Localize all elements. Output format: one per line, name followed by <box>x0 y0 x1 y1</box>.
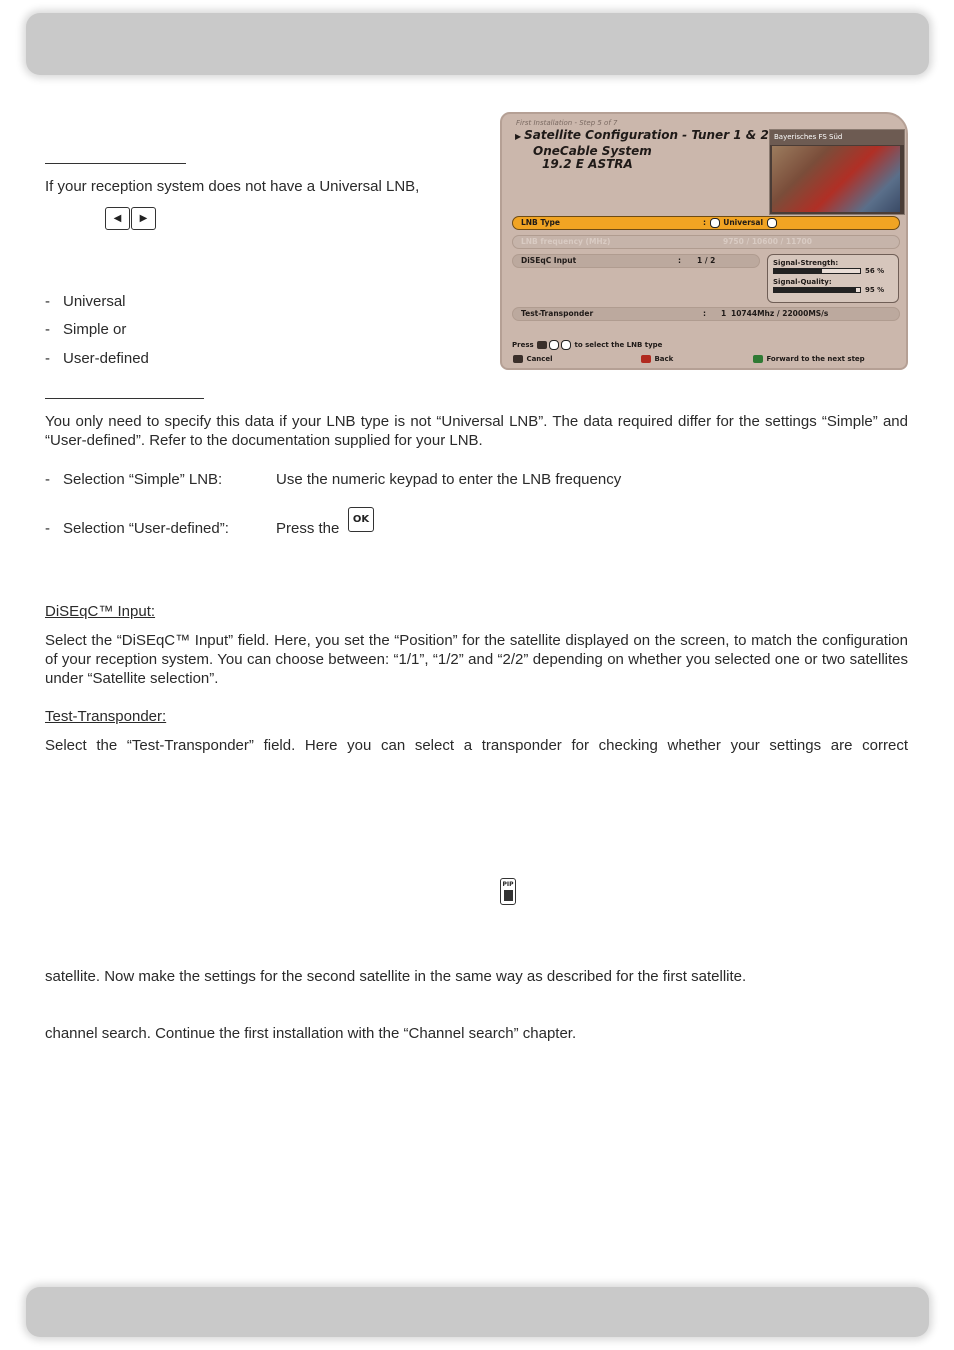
cancel-label: Cancel <box>526 355 553 363</box>
list-dash: - <box>45 520 50 537</box>
tail-text-2: channel search. Continue the first installation with the “Channel search” chapter. <box>45 1025 577 1042</box>
tv-help-line <box>512 340 662 350</box>
left-key-icon <box>710 218 720 228</box>
diseqc-paragraph: Select the “DiSEqC™ Input” field. Here, you set the “Position” for the satellite displayed on the screen, to match the configuration of your reception system. You can choose between: “1/1”, “1/2” and “2/2” depending on whether you selected one or two satellites under “Satellite selection”. <box>45 632 908 687</box>
selection-user-text: Press the <box>276 520 340 537</box>
diseqc-value: 1 / 2 <box>697 256 716 265</box>
right-key-icon <box>767 218 777 228</box>
section-heading-rule <box>45 163 186 164</box>
forward-hint <box>752 355 865 363</box>
lnb-frequency-value: 9750 / 10600 / 11700 <box>723 237 812 246</box>
selection-simple-text: Use the numeric keypad to enter the LNB frequency <box>276 471 622 488</box>
forward-label: Forward to the next step <box>766 355 865 363</box>
list-dash: - <box>45 471 50 488</box>
selection-simple-label: Selection “Simple” LNB: <box>63 471 223 488</box>
test-transponder-heading: Test-Transponder: <box>45 708 167 725</box>
test-transponder-number: 1 <box>721 309 727 318</box>
signal-quality-fill <box>774 288 856 292</box>
left-key-icon <box>549 340 559 350</box>
list-item: User-defined <box>63 350 149 367</box>
lnb-type-row <box>512 216 900 230</box>
tv-system-name: OneCable System <box>533 144 652 158</box>
selection-user-label: Selection “User-defined”: <box>63 520 229 537</box>
tv-title-text: Satellite Configuration - Tuner 1 & 2 <box>524 128 769 142</box>
lnb-frequency-paragraph: You only need to specify this data if your LNB type is not “Universal LNB”. The data required differ for the settings “Simple” and “User-defined”. Refer to the documentation supplied for your LNB. <box>45 413 908 449</box>
tv-screenshot <box>500 112 908 370</box>
tv-channel-name: Bayerisches FS Süd <box>770 130 904 145</box>
list-dash: - <box>45 321 50 338</box>
lnb-type-label: LNB Type <box>521 218 560 227</box>
signal-panel <box>767 254 899 303</box>
signal-strength-bar <box>773 268 861 274</box>
pip-key-icon <box>500 878 516 905</box>
list-dash: - <box>45 350 50 367</box>
tail-text-1: satellite. Now make the settings for the second satellite in the same way as described for the first satellite. <box>45 968 747 985</box>
green-key-icon <box>753 355 763 363</box>
diseqc-row <box>512 254 760 268</box>
signal-strength-label: Signal-Strength: <box>773 259 839 267</box>
right-arrow-key-icon: ▶ <box>131 207 156 230</box>
footer-bar <box>26 1287 929 1337</box>
diseqc-label: DiSEqC Input <box>521 256 577 265</box>
test-transponder-row <box>512 307 900 321</box>
lnb-type-value: : Universal <box>703 217 778 229</box>
test-transponder-label: Test-Transponder <box>521 309 594 318</box>
list-item: Universal <box>63 293 126 310</box>
signal-quality-label: Signal-Quality: <box>773 278 832 286</box>
help-press-text: Press <box>512 341 534 349</box>
list-item: Simple or <box>63 321 127 338</box>
pip-key-label: PIP <box>502 881 514 888</box>
pip-key-screen <box>504 890 513 901</box>
tv-step-label: First Installation - Step 5 of 7 <box>516 119 618 127</box>
back-label: Back <box>654 355 674 363</box>
test-transponder-paragraph: Select the “Test-Transponder” field. Here you can select a transponder for checking whether your settings are correct <box>45 737 908 754</box>
list-dash: - <box>45 293 50 310</box>
tv-footer <box>512 355 902 363</box>
signal-quality-bar <box>773 287 861 293</box>
lnb-frequency-row <box>512 235 900 249</box>
section-heading-rule <box>45 398 204 399</box>
back-hint <box>640 355 673 363</box>
tv-title <box>515 128 769 142</box>
help-text: to select the LNB type <box>574 341 663 349</box>
lnb-type-value-text: Universal <box>723 218 764 227</box>
menu-key-icon <box>513 355 523 363</box>
tv-satellite-name: 19.2 E ASTRA <box>542 157 633 171</box>
tv-preview-window <box>769 129 905 215</box>
signal-quality-value: 95 % <box>865 286 885 294</box>
diseqc-colon: : <box>678 256 681 265</box>
left-arrow-key-icon: ◀ <box>105 207 130 230</box>
lnb-frequency-label: LNB frequency (MHz) <box>521 237 611 246</box>
intro-text: If your reception system does not have a Universal LNB, <box>45 178 420 195</box>
tv-preview-image <box>772 146 900 212</box>
signal-strength-value: 56 % <box>865 267 885 275</box>
ok-key-icon <box>537 341 547 349</box>
right-key-icon <box>561 340 571 350</box>
header-bar <box>26 13 929 75</box>
play-triangle-icon: ▶ <box>515 132 522 141</box>
signal-strength-fill <box>774 269 822 273</box>
test-transponder-colon: : <box>703 309 706 318</box>
red-key-icon <box>641 355 651 363</box>
ok-key-icon: OK <box>348 507 374 532</box>
test-transponder-value: 10744Mhz / 22000MS/s <box>731 309 829 318</box>
diseqc-heading: DiSEqC™ Input: <box>45 603 156 620</box>
